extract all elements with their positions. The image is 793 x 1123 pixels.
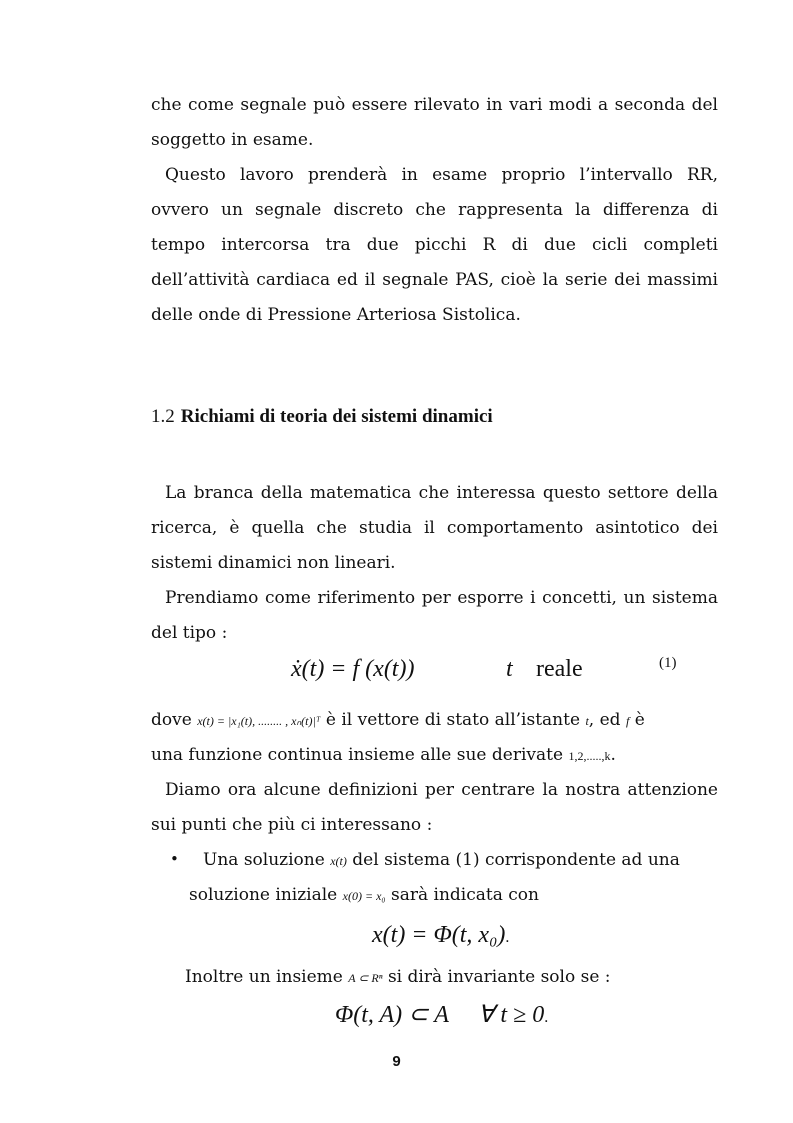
equation-3-cond-body: ∀ t ≥ 0: [478, 1002, 545, 1028]
bullet-line-2: [189, 878, 718, 914]
definition-line-1: [151, 703, 718, 739]
var-t: t: [585, 714, 589, 728]
word-dove: dove: [151, 710, 192, 730]
period: .: [610, 745, 616, 765]
state-text: è il vettore di stato all’istante: [325, 710, 581, 730]
bullet-line-1: [203, 843, 718, 879]
section-heading: [151, 405, 493, 428]
equation-2-body: x(t) = Φ(t, x₀): [372, 922, 506, 948]
derivative-orders: 1,2,.....,k: [568, 749, 611, 763]
invariant-line: [185, 960, 718, 996]
equation-3-cond: [478, 1000, 548, 1029]
equation-3: Φ(t, A) ⊂ A: [335, 1002, 449, 1028]
invariant-text-b: si dirà invariante solo se :: [387, 967, 611, 987]
section-title: Richiami di teoria dei sistemi dinamici: [180, 406, 493, 427]
bullet-icon: •: [170, 850, 179, 868]
invariant-text-a: Inoltre un insieme: [185, 967, 343, 987]
page-number: 9: [392, 1053, 401, 1070]
function-text: una funzione continua insieme alle sue derivate: [151, 745, 564, 765]
paragraph-reference: Prendiamo come riferimento per esporre i concetti, un sistema del tipo :: [151, 588, 718, 643]
bullet-text-c: soluzione iniziale: [189, 885, 338, 905]
bullet-x0: x(0) = x₀: [342, 889, 386, 903]
equation-1: ẋ(t) = f (x(t)): [291, 656, 415, 682]
paragraph-branch: La branca della matematica che interessa questo settore della ricerca, è quella che studia il comportamento asintotico dei sistemi dinamici non lineari.: [151, 483, 718, 573]
paragraph-rr-interval: Questo lavoro prenderà in esame proprio l’intervallo RR, ovvero un segnale discreto che rappresenta la differenza di tempo intercorsa tra due picchi R di due cicli completi dell’attività cardiaca ed il segnale PAS, cioè la serie dei massimi delle onde di Pressione Arteriosa Sistolica.: [151, 165, 718, 325]
equation-2-dot: .: [505, 929, 510, 946]
paragraph-definitions: Diamo ora alcune definizioni per centrare la nostra attenzione sui punti che più ci interessano :: [151, 780, 718, 835]
bullet-text-a: Una soluzione: [203, 850, 325, 870]
e-text: è: [634, 710, 645, 730]
var-f: f: [625, 714, 630, 728]
state-vector: x(t) = |x₁(t), ........ , xₙ(t)|ᵀ: [197, 714, 321, 728]
equation-2: [372, 922, 509, 949]
paragraph-intro: che come segnale può essere rilevato in vari modi a seconda del soggetto in esame.: [151, 95, 718, 150]
ed-text: , ed: [588, 710, 621, 730]
section-number: 1.2: [151, 406, 175, 427]
definition-line-2: [151, 738, 718, 774]
equation-3-dot: .: [544, 1009, 549, 1026]
equation-1-number: (1): [659, 655, 677, 671]
bullet-text-d: sarà indicata con: [390, 885, 539, 905]
bullet-xt: x(t): [330, 854, 347, 868]
invariant-set: A ⊂ Rⁿ: [348, 971, 383, 985]
bullet-text-b: del sistema (1) corrispondente ad una: [352, 850, 680, 870]
equation-1-var: t: [506, 656, 513, 682]
equation-1-label: reale: [536, 656, 583, 682]
